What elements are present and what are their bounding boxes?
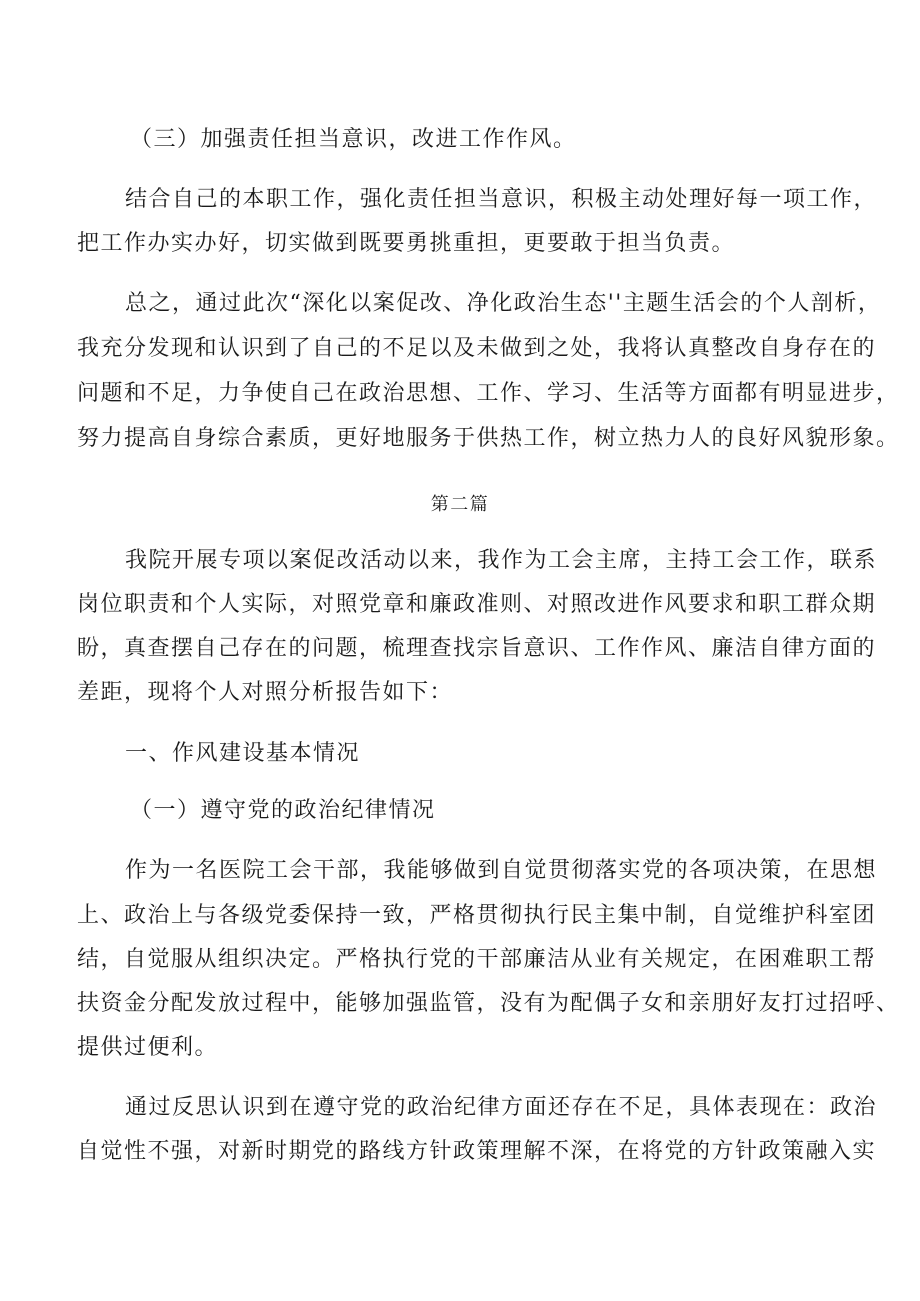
paragraph-line: 提供过便利。 (77, 1035, 219, 1060)
paragraph-line: 通过反思认识到在遵守党的政治纪律方面还存在不足，具体表现在：政治 (125, 1095, 878, 1120)
paragraph-line: 盼，真查摆自己存在的问题，梳理查找宗旨意识、工作作风、廉洁自律方面的 (77, 636, 877, 661)
paragraph-line: 我院开展专项以案促改活动以来，我作为工会主席，主持工会工作，联系 (125, 548, 878, 573)
section-heading-3: （三）加强责任担当意识，改进工作作风。 (130, 127, 577, 152)
paragraph-line: 总之，通过此次“深化以案促改、净化政治生态''主题生活会的个人剖析， (125, 291, 882, 316)
subsection-heading-1: （一）遵守党的政治纪律情况 (130, 798, 436, 823)
paragraph-line: 作为一名医院工会干部，我能够做到自觉贯彻落实党的各项决策，在思想 (125, 858, 878, 883)
paragraph-line: 扶资金分配发放过程中，能够加强监管，没有为配偶子女和亲朋好友打过招呼、 (77, 991, 900, 1016)
part-title: 第二篇 (430, 494, 490, 515)
paragraph-line: 我充分发现和认识到了自己的不足以及未做到之处，我将认真整改自身存在的 (77, 336, 877, 361)
paragraph-line: 自觉性不强，对新时期党的路线方针政策理解不深，在将党的方针政策融入实 (77, 1139, 877, 1164)
paragraph-line: 结，自觉服从组织决定。严格执行党的干部廉洁从业有关规定，在困难职工帮 (77, 947, 877, 972)
paragraph-line: 差距，现将个人对照分析报告如下： (77, 680, 454, 705)
paragraph-line: 努力提高自身综合素质，更好地服务于供热工作，树立热力人的良好风貌形象。 (77, 426, 900, 451)
paragraph-line: 岗位职责和个人实际，对照党章和廉政准则、对照改进作风要求和职工群众期 (77, 592, 877, 617)
paragraph-line: 问题和不足，力争使自己在政治思想、工作、学习、生活等方面都有明显进步， (77, 381, 900, 406)
paragraph-line: 把工作办实办好，切实做到既要勇挑重担，更要敢于担当负责。 (77, 231, 736, 256)
section-heading-1: 一、作风建设基本情况 (125, 741, 361, 766)
paragraph-line: 结合自己的本职工作，强化责任担当意识，积极主动处理好每一项工作， (125, 187, 878, 212)
paragraph-line: 上、政治上与各级党委保持一致，严格贯彻执行民主集中制，自觉维护科室团 (77, 903, 877, 928)
